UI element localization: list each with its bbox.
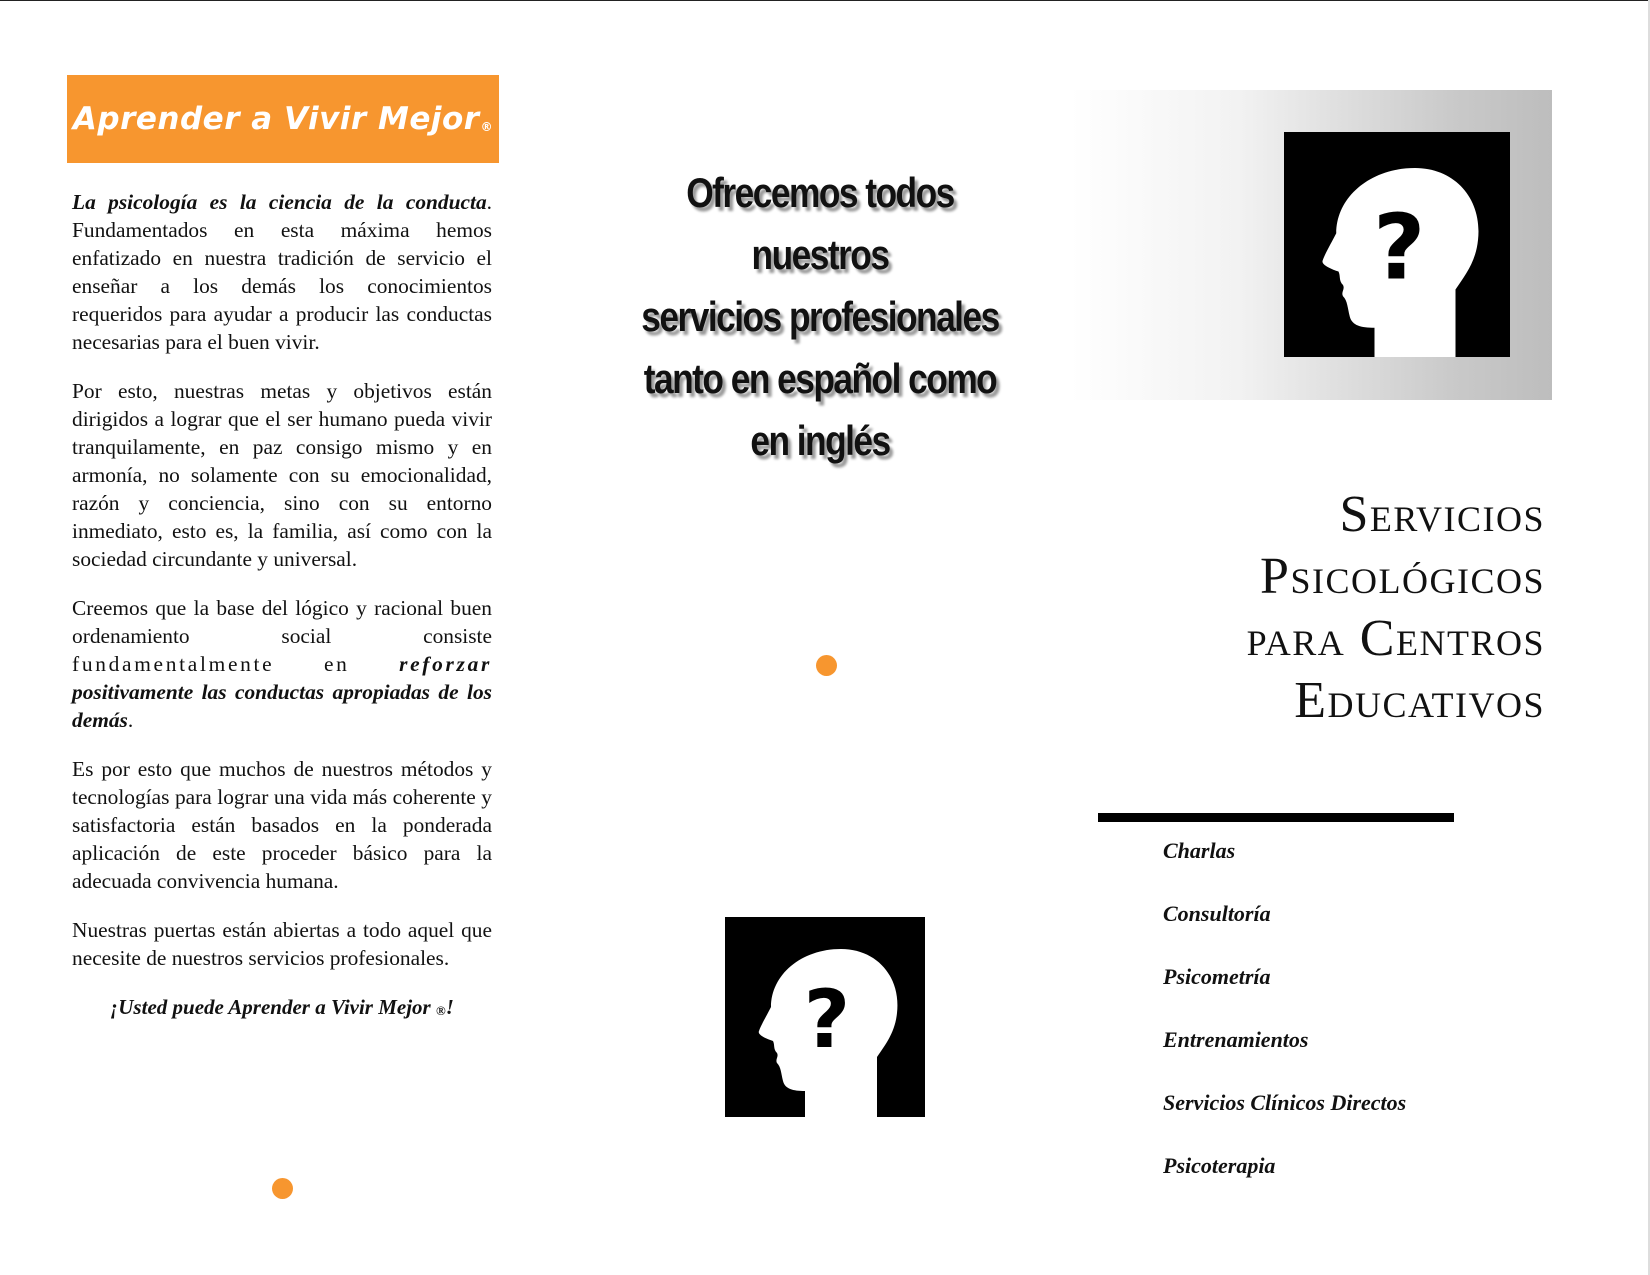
- paragraph-3: [72, 594, 492, 734]
- orange-bullet-dot: [272, 1178, 293, 1199]
- title-line-4: Educativos: [1294, 672, 1545, 729]
- registered-mark: ®: [480, 120, 494, 134]
- heading-line-4: en inglés: [750, 417, 890, 464]
- title-line-3: para Centros: [1246, 610, 1545, 667]
- title-divider: [1098, 813, 1454, 822]
- heading-line-1: Ofrecemos todos nuestros: [686, 169, 954, 278]
- heading-line-2: servicios profesionales: [641, 293, 999, 340]
- services-list: [1163, 837, 1406, 1215]
- service-item: Psicoterapia: [1163, 1153, 1276, 1178]
- paragraph-2: Por esto, nuestras metas y objetivos están dirigidos a lograr que el ser humano pueda vivir tranquilamente, en paz consigo mismo y en armonía, no solamente con su emocionalidad, razón y conciencia, sino con su entorno inmediato, esto es, la familia, así como con la sociedad circundante y universal.: [72, 379, 492, 571]
- brochure-title: [1120, 484, 1545, 732]
- tagline-text: ¡Usted puede Aprender a Vivir Mejor: [110, 995, 436, 1019]
- svg-text:?: ?: [1373, 195, 1426, 301]
- paragraph-3-spaced: fundamentalmente en: [72, 652, 400, 676]
- heading-line-3: tanto en español como: [643, 355, 997, 402]
- brand-banner: [67, 75, 499, 163]
- intro-text: [72, 188, 492, 1046]
- svg-text:?: ?: [803, 973, 851, 1066]
- service-item: Charlas: [1163, 838, 1236, 863]
- brand-name: [73, 101, 493, 137]
- head-question-icon-graphic: [725, 917, 925, 1117]
- head-question-icon-graphic: [1284, 132, 1510, 357]
- tagline: [72, 993, 492, 1025]
- head-question-icon: [1284, 132, 1510, 357]
- service-item: Entrenamientos: [1163, 1027, 1309, 1052]
- paragraph-1-body: . Fundamentados en esta máxima hemos enfatizado en nuestra tradición de servicio el enseñar a los demás los conocimientos requeridos para ayudar a producir las conductas necesarias para el buen vivir.: [72, 190, 492, 354]
- service-item: Psicometría: [1163, 964, 1271, 989]
- title-line-2: Psicológicos: [1260, 548, 1545, 605]
- head-question-icon: [725, 917, 925, 1117]
- paragraph-3-end: .: [127, 708, 134, 732]
- paragraph-1-emphasis: La psicología es la ciencia de la conducta: [72, 190, 487, 214]
- paragraph-3-emphasis-spaced: reforzar: [399, 652, 492, 676]
- paragraph-3-emphasis: positivamente las conductas apropiadas de los demás: [72, 680, 492, 732]
- top-border: [0, 0, 1650, 1]
- service-item: Servicios Clínicos Directos: [1163, 1090, 1407, 1115]
- tagline-registered-mark: ®: [435, 1003, 446, 1018]
- tagline-end: !: [445, 995, 454, 1019]
- title-line-1: Servicios: [1339, 486, 1545, 543]
- brand-label: Aprender a Vivir Mejor: [72, 101, 480, 137]
- paragraph-4: Es por esto que muchos de nuestros métodos y tecnologías para lograr una vida más coherente y satisfactoria están basados en la ponderada aplicación de este proceder básico para la adecuada convivencia humana.: [72, 757, 492, 893]
- paragraph-3-start: Creemos que la base del lógico y racional buen ordenamiento social consiste: [72, 596, 492, 648]
- paragraph-5: Nuestras puertas están abiertas a todo aquel que necesite de nuestros servicios profesionales.: [72, 918, 492, 970]
- service-item: Consultoría: [1163, 901, 1271, 926]
- paragraph-1: [72, 188, 492, 356]
- languages-heading: [635, 162, 1005, 472]
- orange-bullet-dot: [816, 655, 837, 676]
